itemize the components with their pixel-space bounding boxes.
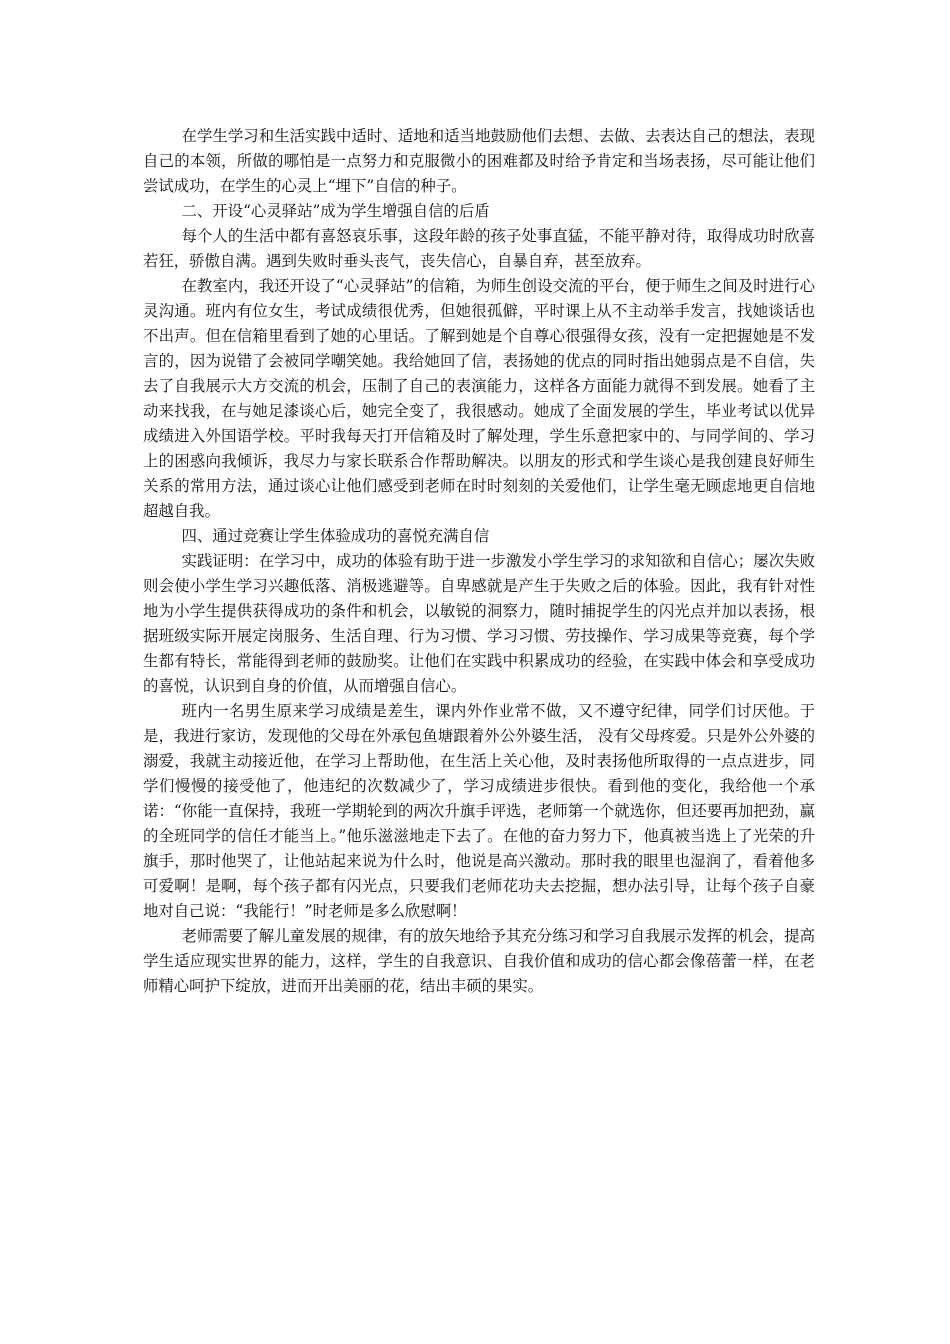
paragraph: 实践证明：在学习中，成功的体验有助于进一步激发小学生学习的求知欲和自信心；屡次失败则会使小学生学习兴趣低落、消极逃避等。自卑感就是产生于失败之后的体验。因此，我有针对性地为小学生提供获得成功的条件和机会，以敏锐的洞察力，随时捕捉学生的闪光点并加以表扬，根据班级实际开展定岗服务、生活自理、行为习惯、学习习惯、劳技操作、学习成果等竞赛，每个学生都有特长，常能得到老师的鼓励奖。让他们在实践中积累成功的经验，在实践中体会和享受成功的喜悦，认识到自身的价值，从而增强自信心。 xyxy=(143,552,815,695)
paragraph: 老师需要了解儿童发展的规律，有的放矢地给予其充分练习和学习自我展示发挥的机会，提高学生适应现实世界的能力，这样，学生的自我意识、自我价值和成功的信心都会像蓓蕾一样，在老师精心呵护下绽放，进而开出美丽的花，结出丰硕的果实。 xyxy=(143,927,815,995)
document-body xyxy=(143,124,815,999)
paragraph: 班内一名男生原来学习成绩是差生，课内外作业常不做，又不遵守纪律，同学们讨厌他。于是，我进行家访，发现他的父母在外承包鱼塘跟着外公外婆生活， 没有父母疼爱。只是外公外婆的溺爱，我就主动接近他，在学习上帮助他，在生活上关心他，及时表扬他所取得的一点点进步，同学们慢慢的接受他了，他违纪的次数减少了，学习成绩进步很快。看到他的变化，我给他一个承诺：“你能一直保持，我班一学期轮到的两次升旗手评选，老师第一个就选你，但还要再加把劲，赢的全班同学的信任才能当上。”他乐滋滋地走下去了。在他的奋力努力下，他真被当选上了光荣的升旗手，那时他哭了，让他站起来说为什么时，他说是高兴激动。那时我的眼里也湿润了，看着他多可爱啊！是啊，每个孩子都有闪光点，只要我们老师花功夫去挖掘，想办法引导，让每个孩子自豪地对自己说：“我能行！”时老师是多么欣慰啊！ xyxy=(143,702,815,920)
section-heading: 二、开设“心灵驿站”成为学生增强自信的后盾 xyxy=(181,202,490,220)
section-heading: 四、通过竞赛让学生体验成功的喜悦充满自信 xyxy=(181,527,490,545)
paragraph: 在教室内，我还开设了“心灵驿站”的信箱，为师生创设交流的平台，便于师生之间及时进行心灵沟通。班内有位女生，考试成绩很优秀，但她很孤僻，平时课上从不主动举手发言，找她谈话也不出声。但在信箱里看到了她的心里话。了解到她是个自尊心很强得女孩，没有一定把握她是不发言的，因为说错了会被同学嘲笑她。我给她回了信，表扬她的优点的同时指出她弱点是不自信，失去了自我展示大方交流的机会，压制了自己的表演能力，这样各方面能力就得不到发展。她看了主动来找我，在与她足漆谈心后，她完全变了，我很感动。她成了全面发展的学生，毕业考试以优异成绩进入外国语学校。平时我每天打开信箱及时了解处理，学生乐意把家中的、与同学间的、学习上的困惑向我倾诉，我尽力与家长联系合作帮助解决。以朋友的形式和学生谈心是我创建良好师生关系的常用方法，通过谈心让他们感受到老师在时时刻刻的关爱他们，让学生毫无顾虑地更自信地超越自我。 xyxy=(143,277,815,520)
paragraph: 在学生学习和生活实践中适时、适地和适当地鼓励他们去想、去做、去表达自己的想法，表现自己的本领，所做的哪怕是一点努力和克服微小的困难都及时给予肯定和当场表扬，尽可能让他们尝试成功，在学生的心灵上“埋下”自信的种子。 xyxy=(143,127,815,195)
paragraph: 每个人的生活中都有喜怒哀乐事，这段年龄的孩子处事直猛，不能平静对待，取得成功时欣喜若狂，骄傲自满。遇到失败时垂头丧气，丧失信心，自暴自弃，甚至放弃。 xyxy=(143,227,815,270)
